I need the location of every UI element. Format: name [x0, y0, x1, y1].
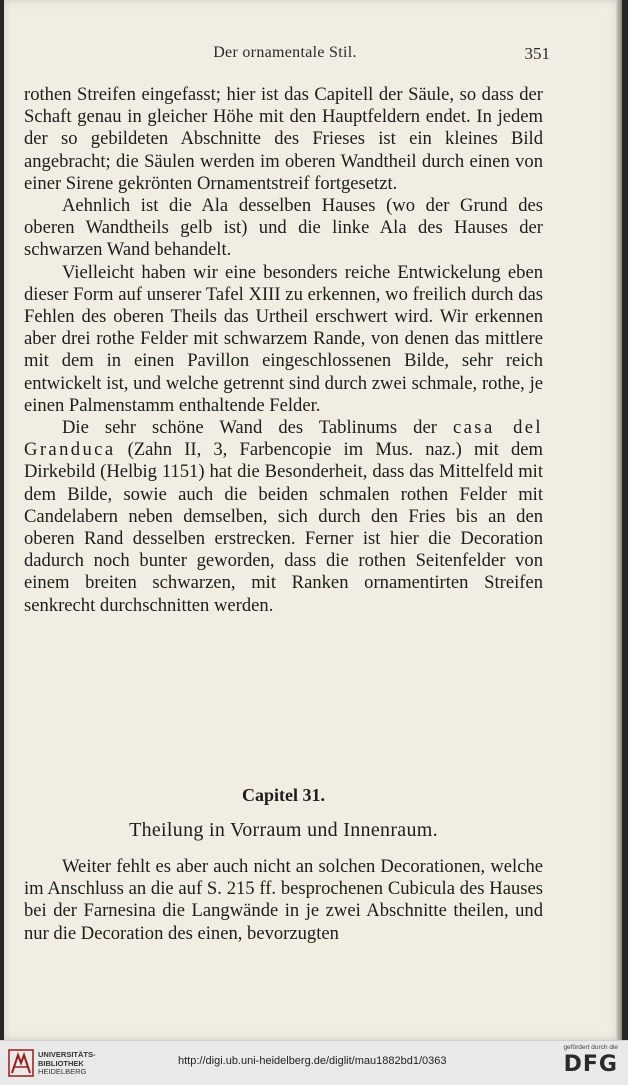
permalink-url[interactable]: http://digi.ub.uni-heidelberg.de/diglit/mau1882bd1/0363	[178, 1055, 447, 1067]
library-name	[38, 1051, 96, 1077]
scanned-page	[4, 0, 622, 1040]
paragraph-4	[24, 417, 543, 617]
page-edge-shadow	[616, 0, 622, 1040]
dfg-logo-text: DFG	[563, 1052, 618, 1077]
footer-bar	[0, 1040, 628, 1085]
chapter-heading: Capitel 31.	[242, 785, 325, 805]
body-text-2	[24, 856, 543, 945]
paragraph-1: rothen Streifen eingefasst; hier ist das Capitell der Säule, so dass der Schaft genau in gleicher Höhe mit den Hauptfeldern endet. In jedem der so gebildeten Abschnitte des Frieses ist ein kleines Bild angebracht; die Säulen werden im oberen Wandtheil durch einen von einer Sirene gekrönten Ornamentstreif fortgesetzt.	[24, 84, 543, 194]
running-title: Der ornamentale Stil.	[213, 44, 357, 61]
paragraph-3: Vielleicht haben wir eine besonders reiche Entwickelung eben dieser Form auf unserer Tafel XIII zu erkennen, wo freilich durch das Fehlen des oberen Theils das Urtheil erschwert wird. Wir erkennen aber drei rothe Felder mit schwarzem Rande, von denen das mittlere mit dem in einen Pavillon eingeschlossenen Bilde, sehr reich entwickelt ist, und welche getrennt sind durch zwei schmale, rothe, je einen Palmenstamm enthaltende Felder.	[24, 261, 543, 416]
spaced-name-casa-del-granduca: casa del Granduca	[24, 417, 543, 461]
library-name-line-3: HEIDELBERG	[38, 1067, 87, 1076]
dfg-funding-logo[interactable]	[552, 1044, 618, 1082]
funding-note: gefördert durch die	[563, 1044, 618, 1051]
paragraph-5: Weiter fehlt es aber auch nicht an solchen Decorationen, welche im Anschluss an die auf S. 215 ff. besprochenen Cubicula des Hauses bei der Farnesina die Langwände in je zwei Abschnitte theilen, und nur die Decoration des einen, bevorzugten	[24, 856, 543, 944]
paragraph-2: Aehnlich ist die Ala desselben Hauses (wo der Grund des oberen Wandtheils gelb ist) und die linke Ala des Hauses der schwarzen Wand behandelt.	[24, 195, 543, 261]
running-head	[20, 44, 550, 68]
library-name-line-1: UNIVERSITÄTS-	[38, 1050, 96, 1059]
library-name-line-2: BIBLIOTHEK	[38, 1058, 84, 1068]
paragraph-4-text-after: (Zahn II, 3, Farbencopie im Mus. naz.) mit dem Dirkebild (Helbig 1151) hat die Besonderheit, dass das Mittelfeld mit dem Bilde, sowie auch die beiden schmalen rothen Felder mit Candelabern neben demselben, sich durch den Fries bis an den oberen Rand desselben erstrecken. Ferner ist hier die Decoration dadurch noch bunter geworden, dass die rothen Seitenfelder von einem breiten schwarzen, mit Ranken ornamentirten Streifen senkrecht durchschnitten werden.	[24, 439, 543, 616]
university-library-logo[interactable]	[8, 1047, 118, 1079]
body-text	[24, 84, 543, 617]
paragraph-4-text-before: Die sehr schöne Wand des Tablinums der	[62, 417, 453, 439]
page-number: 351	[524, 44, 550, 63]
library-emblem-icon	[8, 1049, 34, 1077]
chapter-subtitle: Theilung in Vorraum und Innenraum.	[129, 819, 438, 841]
